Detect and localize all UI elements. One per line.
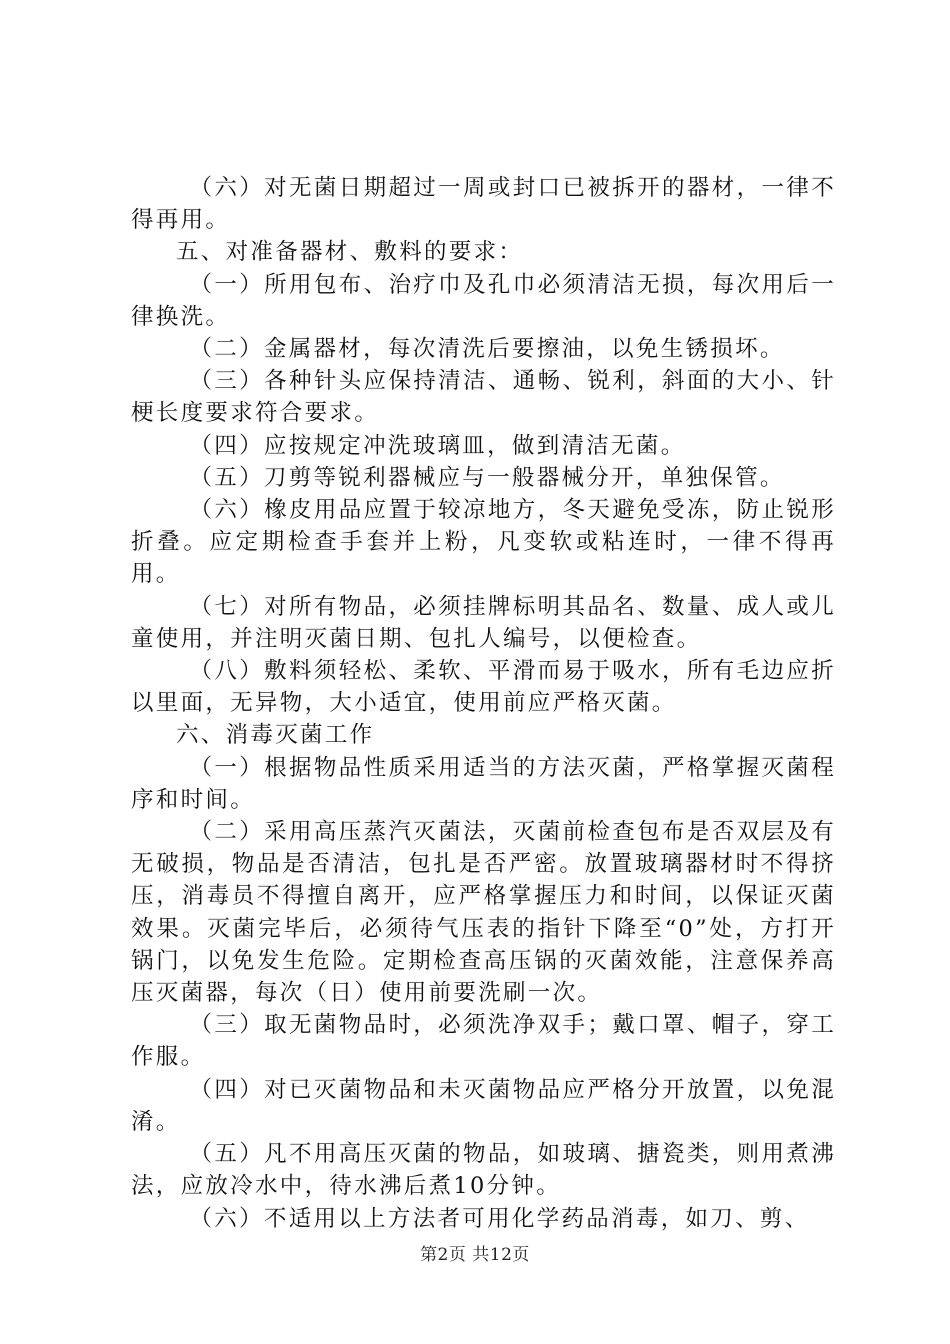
paragraph: （一）根据物品性质采用适当的方法灭菌，严格掌握灭菌程序和时间。 <box>131 754 836 813</box>
paragraph: （三）各种针头应保持清洁、通畅、锐利，斜面的大小、针梗长度要求符合要求。 <box>131 368 836 427</box>
paragraph: （二）采用高压蒸汽灭菌法，灭菌前检查包布是否双层及有无破损，物品是否清洁，包扎是否严密。放置玻璃器材时不得挤压，消毒员不得擅自离开，应严格掌握压力和时间，以保证灭菌效果。灭菌完毕后，必须待气压表的指针下降至“0”处，方打开锅门，以免发生危险。定期检查高压锅的灭菌效能，注意保养高压灭菌器，每次（日）使用前要洗刷一次。 <box>131 819 836 1007</box>
paragraph: （二）金属器材，每次清洗后要擦油，以免生锈损坏。 <box>189 336 785 363</box>
paragraph: （八）敷料须轻松、柔软、平滑而易于吸水，所有毛边应折以里面，无异物，大小适宜，使用前应严格灭菌。 <box>131 658 836 717</box>
paragraph: （五）刀剪等锐利器械应与一般器械分开，单独保管。 <box>189 464 785 491</box>
paragraph: （六）橡皮用品应置于较凉地方，冬天避免受冻，防止锐形折叠。应定期检查手套并上粉，凡变软或粘连时，一律不得再用。 <box>131 497 836 588</box>
paragraph: （五）凡不用高压灭菌的物品，如玻璃、搪瓷类，则用煮沸法，应放冷水中，待水沸后煮10分钟。 <box>131 1141 836 1200</box>
section-heading: 六、消毒灭菌工作 <box>176 722 375 749</box>
paragraph: （三）取无菌物品时，必须洗净双手；戴口罩、帽子，穿工作服。 <box>131 1012 836 1071</box>
paragraph: （七）对所有物品，必须挂牌标明其品名、数量、成人或儿童使用，并注明灭菌日期、包扎人编号，以便检查。 <box>131 593 836 652</box>
paragraph: （六）不适用以上方法者可用化学药品消毒，如刀、剪、 <box>189 1205 810 1232</box>
paragraph: （六）对无菌日期超过一周或封口已被拆开的器材，一律不得再用。 <box>131 175 836 234</box>
section-heading: 五、对准备器材、敷料的要求： <box>176 239 524 266</box>
paragraph: （一）所用包布、治疗巾及孔巾必须清洁无损，每次用后一律换洗。 <box>131 271 836 330</box>
paragraph: （四）对已灭菌物品和未灭菌物品应严格分开放置，以免混淆。 <box>131 1076 836 1135</box>
document-body <box>131 172 836 1235</box>
paragraph: （四）应按规定冲洗玻璃皿，做到清洁无菌。 <box>189 432 686 459</box>
page-footer: 第2页 共12页 <box>420 1245 530 1265</box>
